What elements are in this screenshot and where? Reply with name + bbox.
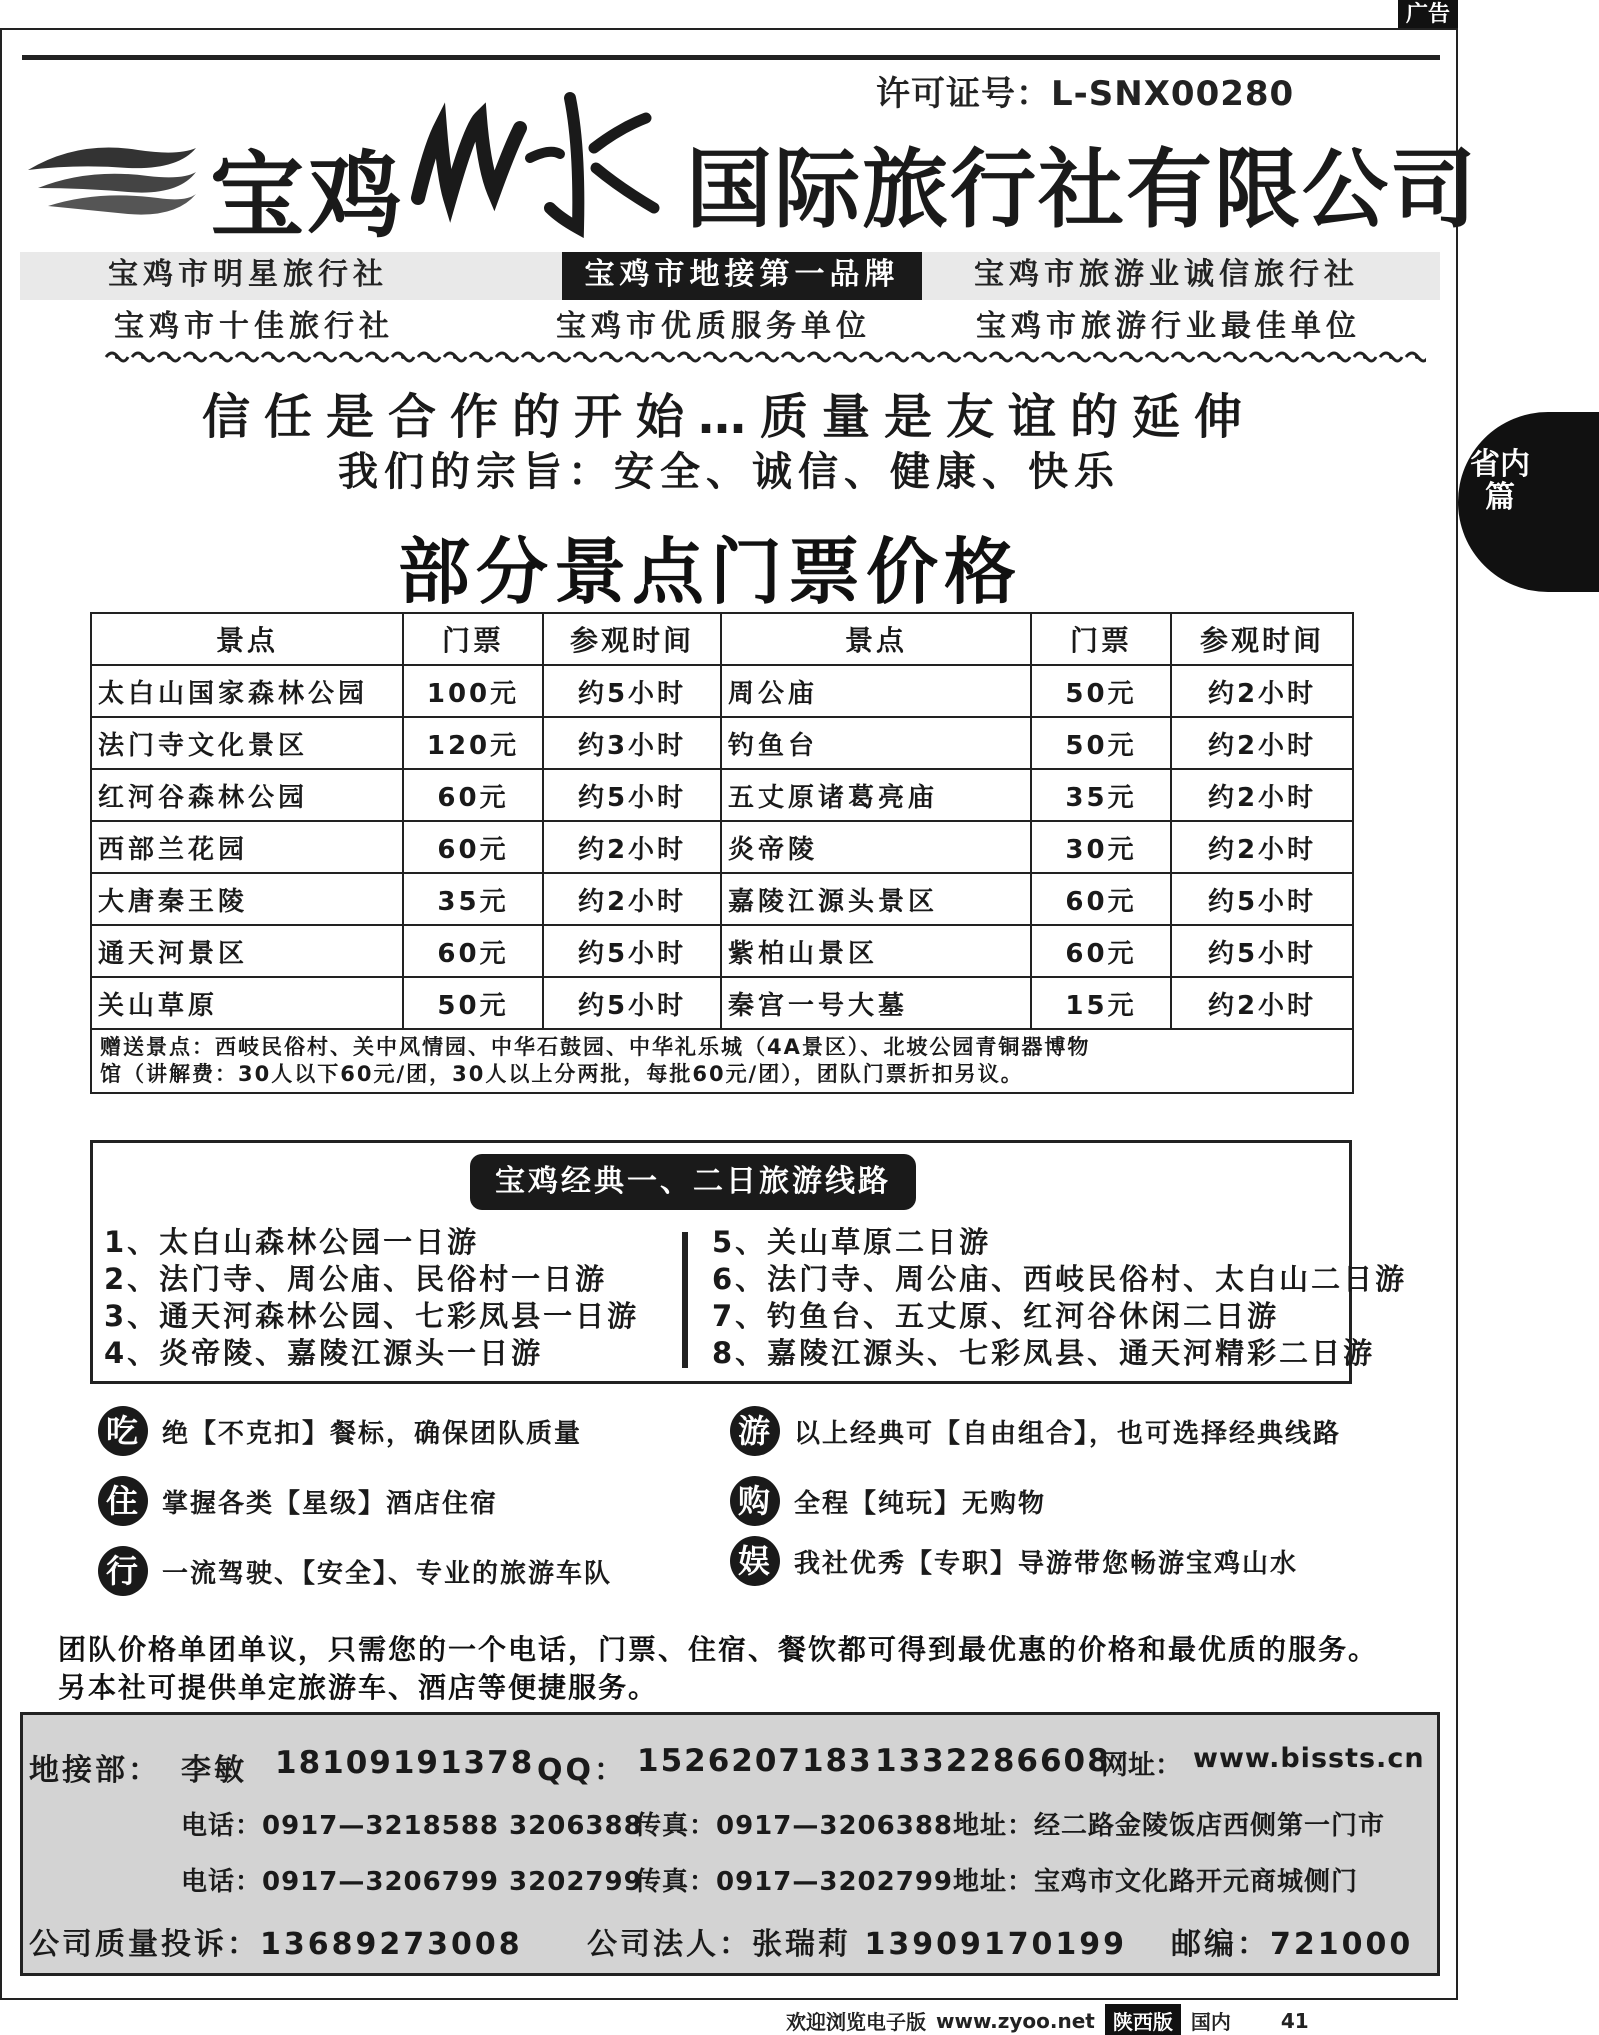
feature-text: 我社优秀【专职】导游带您畅游宝鸡山水: [794, 1548, 1299, 1579]
footer-section: 国内: [1190, 2010, 1231, 2034]
feature-text: 绝【不克扣】餐标，确保团队质量: [162, 1418, 583, 1449]
cell-time: 约2小时: [1171, 769, 1353, 821]
cell-time: 约5小时: [1171, 873, 1353, 925]
route-item: 6、法门寺、周公庙、西岐民俗村、太白山二日游: [712, 1262, 1408, 1296]
cell-price: 60元: [403, 925, 543, 977]
stay-icon: 住: [98, 1476, 148, 1526]
side-tab-label: 省内篇: [1470, 447, 1530, 515]
route-item: 5、关山草原二日游: [712, 1225, 992, 1259]
cell-time: 约2小时: [1171, 977, 1353, 1029]
routes-left-list: [104, 1224, 639, 1372]
cell-spot: 炎帝陵: [721, 821, 1031, 873]
table-row: [91, 821, 1353, 873]
page-number: 41: [1280, 2008, 1309, 2033]
cell-spot: 关山草原: [91, 977, 403, 1029]
price-title: 部分景点门票价格: [397, 530, 1022, 614]
footer-site[interactable]: www.zyoo.net: [936, 2008, 1095, 2033]
ad-tag: 广告: [1398, 0, 1458, 30]
feature-text: 掌握各类【星级】酒店住宿: [162, 1488, 499, 1519]
feature-stay: [98, 1476, 498, 1526]
complaint-phone: 公司质量投诉：13689273008: [29, 1927, 523, 1962]
feature-tour: [730, 1406, 1341, 1456]
price-table: [90, 612, 1354, 1094]
cell-spot: 大唐秦王陵: [91, 873, 403, 925]
footer-welcome: 欢迎浏览电子版: [786, 2010, 926, 2034]
honor-3: 宝鸡市旅游业诚信旅行社: [974, 257, 1359, 292]
license-number: 许可证号：L-SNX00280: [876, 74, 1295, 114]
feature-text: 全程【纯玩】无购物: [794, 1488, 1047, 1519]
col-header: 参观时间: [543, 613, 721, 665]
free-spots-note: [91, 1029, 1353, 1093]
footer-edition: 陕西版: [1105, 2004, 1181, 2035]
cell-price: 50元: [403, 977, 543, 1029]
cell-spot: 五丈原诸葛亮庙: [721, 769, 1031, 821]
table-row: [91, 769, 1353, 821]
col-header: 参观时间: [1171, 613, 1353, 665]
cell-time: 约5小时: [543, 665, 721, 717]
table-row: [91, 873, 1353, 925]
routes-title: 宝鸡经典一、二日旅游线路: [470, 1154, 916, 1210]
routes-right-list: [712, 1224, 1407, 1372]
travel-icon: 行: [98, 1546, 148, 1596]
tel-2: 电话：0917—3206799 3202799: [181, 1867, 643, 1897]
address-2: 地址：宝鸡市文化路开元商城侧门: [953, 1867, 1359, 1897]
route-item: 4、炎帝陵、嘉陵江源头一日游: [104, 1336, 544, 1370]
fax-1: 传真：0917—3206388: [635, 1811, 953, 1841]
cell-price: 50元: [1031, 717, 1171, 769]
cell-spot: 法门寺文化景区: [91, 717, 403, 769]
cell-price: 35元: [403, 873, 543, 925]
fax-2: 传真：0917—3202799: [635, 1867, 953, 1897]
cell-spot: 西部兰花园: [91, 821, 403, 873]
dept-label: 地接部：: [29, 1753, 161, 1788]
cell-price: 60元: [403, 821, 543, 873]
decorative-border: [104, 347, 1426, 367]
cell-price: 60元: [403, 769, 543, 821]
honor-5: 宝鸡市优质服务单位: [556, 309, 871, 344]
col-header: 景点: [721, 613, 1031, 665]
calligraphy-text: 山水: [535, 236, 537, 237]
cell-spot: 太白山国家森林公园: [91, 665, 403, 717]
website-label: 网址：: [1101, 1750, 1182, 1781]
feature-entertain: [730, 1536, 1298, 1586]
phone-2: 1332286608: [875, 1743, 1111, 1779]
page-footer: [786, 2004, 1309, 2035]
cell-spot: 嘉陵江源头景区: [721, 873, 1031, 925]
cell-time: 约5小时: [1171, 925, 1353, 977]
col-header: 门票: [1031, 613, 1171, 665]
service-note: 另本社可提供单定旅游车、酒店等便捷服务。: [58, 1671, 659, 1704]
cell-time: 约2小时: [543, 873, 721, 925]
feature-eat: [98, 1406, 582, 1456]
cell-time: 约5小时: [543, 977, 721, 1029]
table-row: [91, 977, 1353, 1029]
route-item: 3、通天河森林公园、七彩凤县一日游: [104, 1299, 640, 1333]
contact-person: 李敏: [181, 1753, 247, 1788]
tour-icon: 游: [730, 1406, 780, 1456]
company-name-prefix: 宝鸡: [210, 142, 407, 251]
honor-1: 宝鸡市明星旅行社: [108, 257, 388, 292]
cell-price: 35元: [1031, 769, 1171, 821]
qq-number: 1526207183: [637, 1743, 873, 1779]
tenet: 我们的宗旨：安全、诚信、健康、快乐: [338, 449, 1120, 495]
calligraphy-logo: [410, 88, 660, 238]
top-rule: [22, 55, 1440, 60]
cell-spot: 通天河景区: [91, 925, 403, 977]
honor-6: 宝鸡市旅游行业最佳单位: [976, 309, 1361, 344]
cell-price: 30元: [1031, 821, 1171, 873]
feature-shop: [730, 1476, 1046, 1526]
cell-time: 约2小时: [543, 821, 721, 873]
eat-icon: 吃: [98, 1406, 148, 1456]
group-price-note: 团队价格单团单议，只需您的一个电话，门票、住宿、餐饮都可得到最优惠的价格和最优质的服务。: [58, 1633, 1379, 1666]
note-line-1: 赠送景点：西岐民俗村、关中风情园、中华石鼓园、中华礼乐城（4A景区）、北坡公园青铜器博物: [100, 1035, 1091, 1059]
entertain-icon: 娱: [730, 1536, 780, 1586]
cell-price: 50元: [1031, 665, 1171, 717]
tel-1: 电话：0917—3218588 3206388: [181, 1811, 643, 1841]
slogan: 信任是合作的开始…质量是友谊的延伸: [201, 389, 1256, 445]
honor-2: 宝鸡市地接第一品牌: [562, 252, 922, 300]
table-row: [91, 925, 1353, 977]
cell-price: 60元: [1031, 873, 1171, 925]
cell-spot: 紫柏山景区: [721, 925, 1031, 977]
cell-time: 约2小时: [1171, 821, 1353, 873]
cell-price: 120元: [403, 717, 543, 769]
feature-travel: [98, 1546, 612, 1596]
table-note-row: [91, 1029, 1353, 1093]
note-line-2: 馆（讲解费：30人以下60元/团，30人以上分两批，每批60元/团），团队门票折扣另议。: [100, 1062, 1024, 1086]
table-row: [91, 717, 1353, 769]
website-link[interactable]: www.bissts.cn: [1193, 1743, 1425, 1774]
feature-text: 一流驾驶、【安全】、专业的旅游车队: [162, 1558, 613, 1589]
table-row: [91, 665, 1353, 717]
cell-spot: 秦宫一号大墓: [721, 977, 1031, 1029]
col-header: 门票: [403, 613, 543, 665]
legal-person: 公司法人：张瑞莉 13909170199: [587, 1927, 1128, 1962]
feature-text: 以上经典可【自由组合】，也可选择经典线路: [794, 1418, 1342, 1449]
cell-price: 100元: [403, 665, 543, 717]
cell-spot: 红河谷森林公园: [91, 769, 403, 821]
table-header-row: [91, 613, 1353, 665]
honor-4: 宝鸡市十佳旅行社: [114, 309, 394, 344]
contact-panel: [20, 1712, 1440, 1976]
route-item: 2、法门寺、周公庙、民俗村一日游: [104, 1262, 608, 1296]
cell-price: 60元: [1031, 925, 1171, 977]
cell-time: 约5小时: [543, 769, 721, 821]
cell-time: 约5小时: [543, 925, 721, 977]
route-item: 8、嘉陵江源头、七彩凤县、通天河精彩二日游: [712, 1336, 1376, 1370]
routes-divider: [682, 1232, 688, 1368]
cell-spot: 钓鱼台: [721, 717, 1031, 769]
route-item: 7、钓鱼台、五丈原、红河谷休闲二日游: [712, 1299, 1280, 1333]
qq-label: QQ：: [537, 1753, 628, 1788]
cell-time: 约2小时: [1171, 717, 1353, 769]
wave-logo-icon: [28, 140, 198, 220]
route-item: 1、太白山森林公园一日游: [104, 1225, 480, 1259]
address-1: 地址：经二路金陵饭店西侧第一门市: [953, 1811, 1386, 1841]
col-header: 景点: [91, 613, 403, 665]
postcode: 邮编：721000: [1171, 1927, 1414, 1962]
cell-price: 15元: [1031, 977, 1171, 1029]
shop-icon: 购: [730, 1476, 780, 1526]
contact-phone: 18109191378: [275, 1745, 535, 1781]
cell-spot: 周公庙: [721, 665, 1031, 717]
cell-time: 约2小时: [1171, 665, 1353, 717]
company-name-suffix: 国际旅行社有限公司: [686, 140, 1478, 240]
cell-time: 约3小时: [543, 717, 721, 769]
